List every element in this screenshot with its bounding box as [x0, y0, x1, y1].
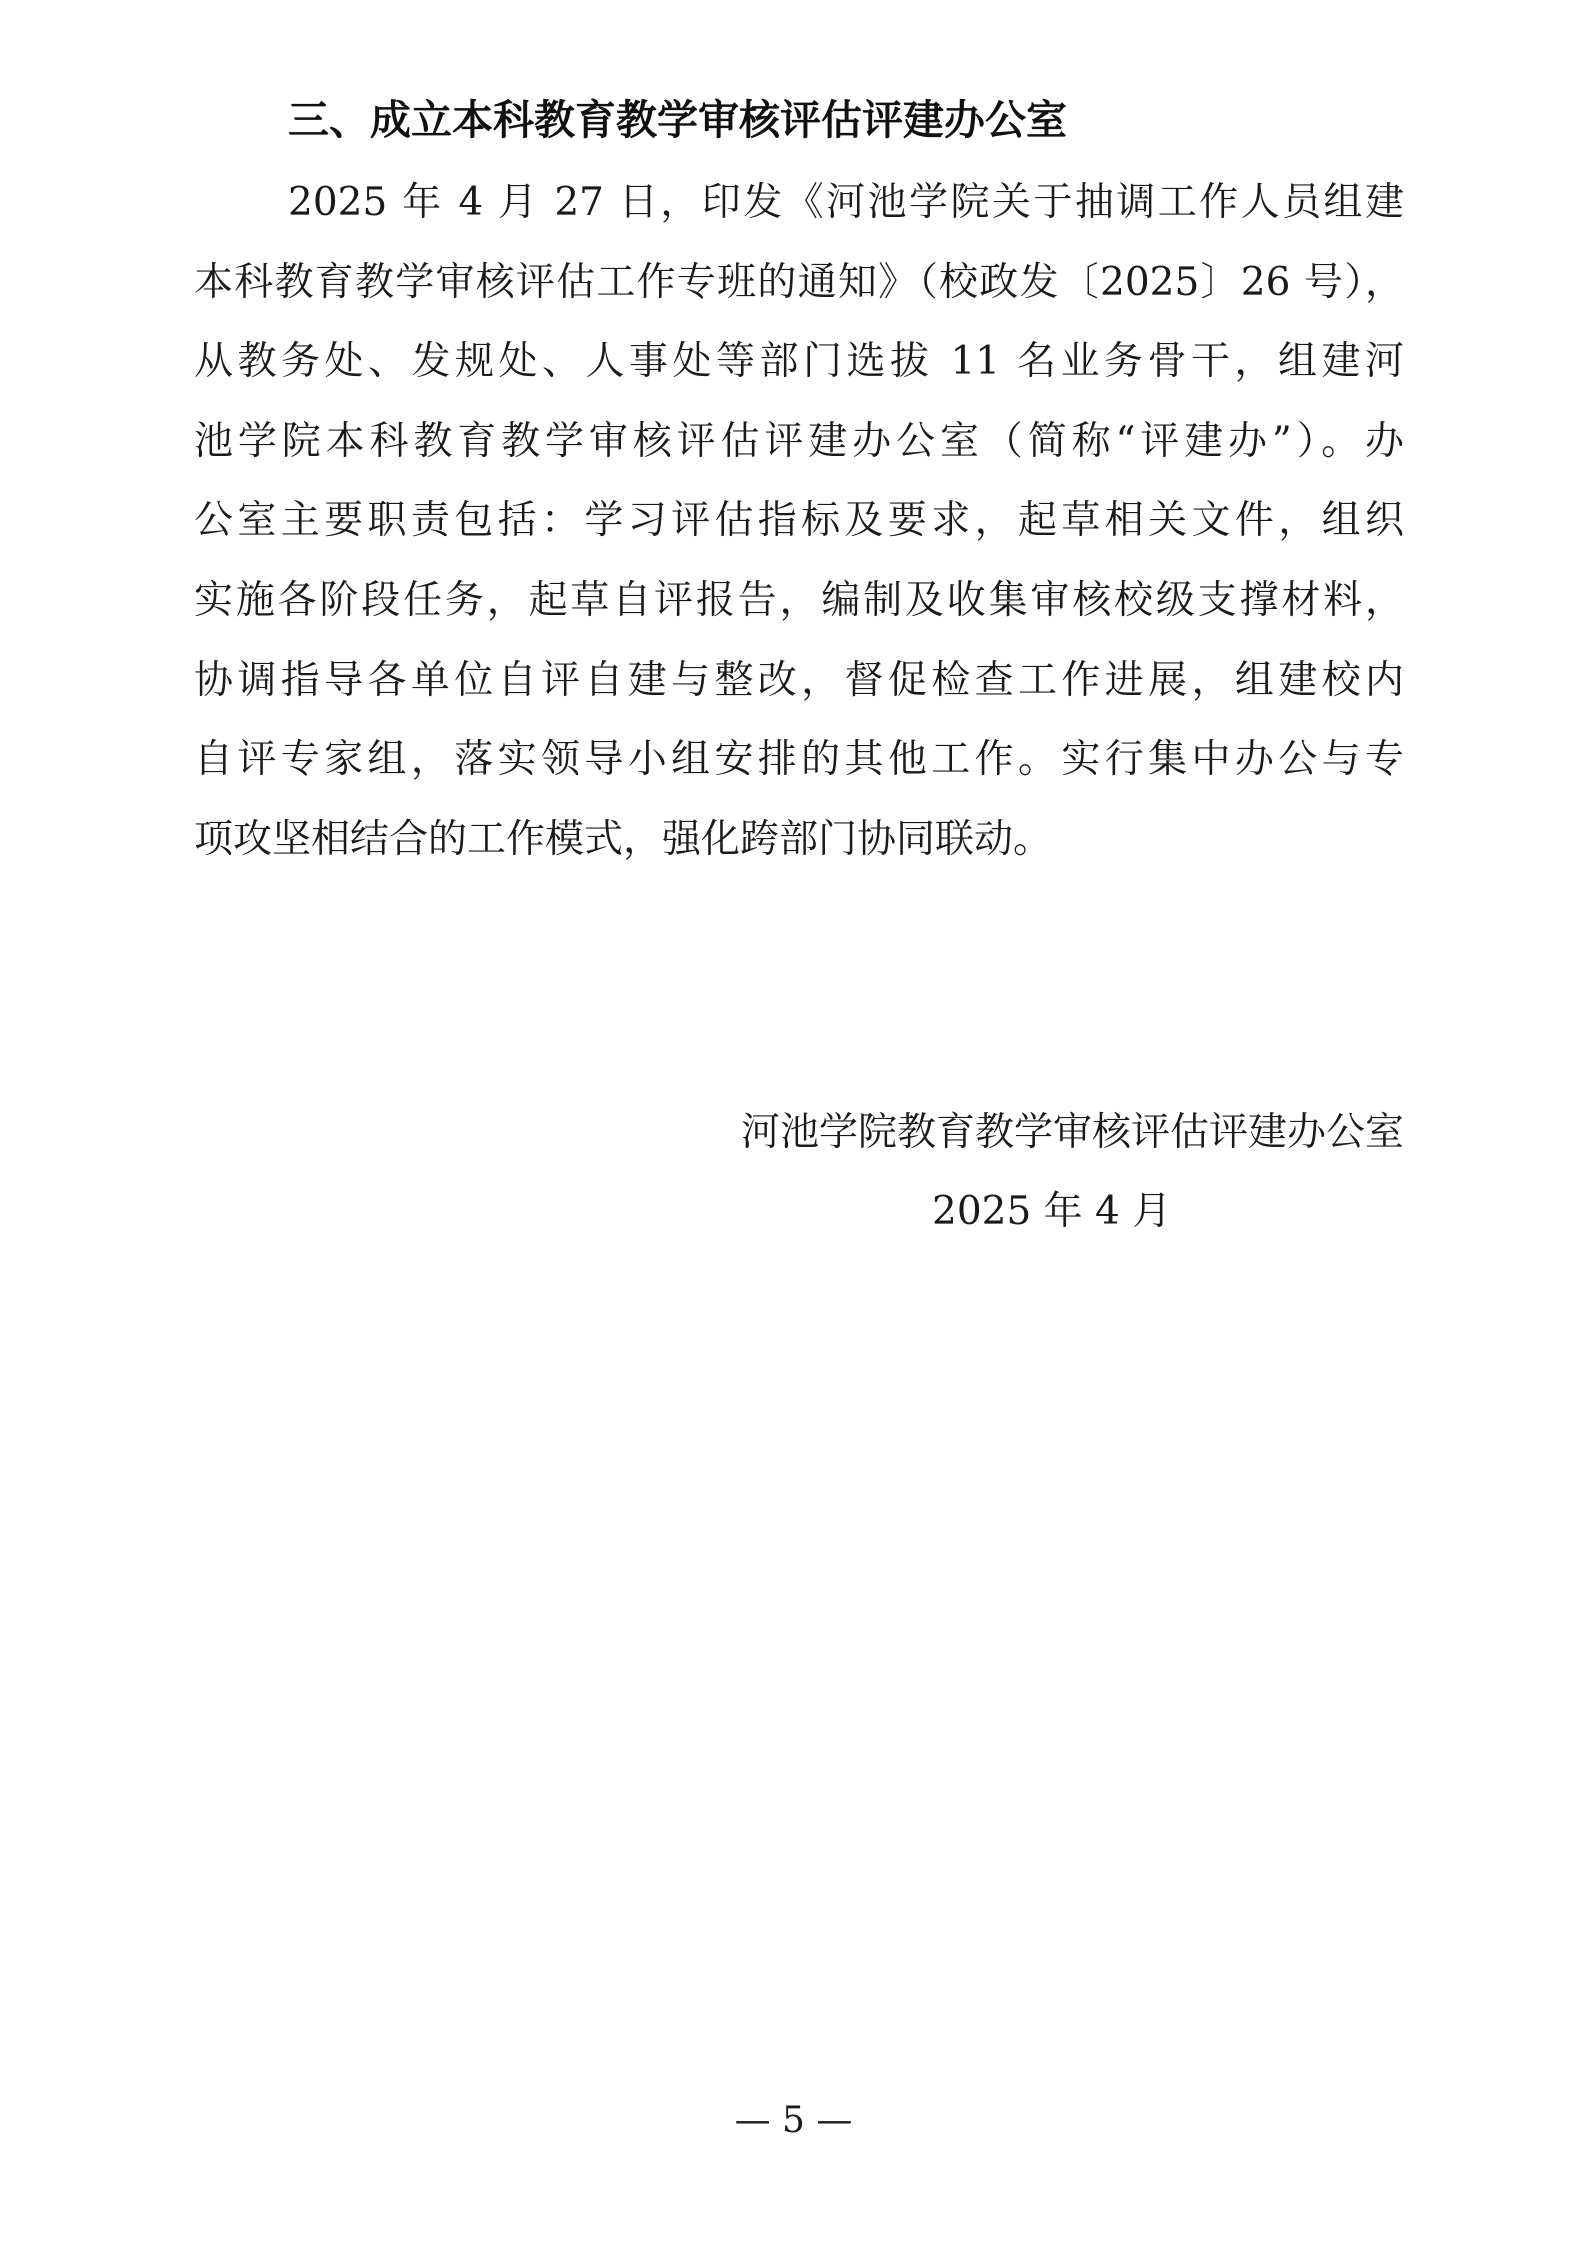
page-number: — 5 —: [734, 2100, 853, 2141]
paragraph-line: 池学院本科教育教学审核评估评建办公室（简称“评建办”）。办: [194, 418, 1404, 464]
paragraph-line: 本科教育教学审核评估工作专班的通知》（校政发〔2025〕26 号），: [194, 259, 1404, 305]
paragraph-line: 协调指导各单位自评自建与整改，督促检查工作进展，组建校内: [194, 657, 1404, 703]
paragraph-line: 项攻坚相结合的工作模式，强化跨部门协同联动。: [194, 816, 1053, 862]
paragraph-line: 2025 年 4 月 27 日，印发《河池学院关于抽调工作人员组建: [288, 180, 1404, 225]
paragraph-line: 自评专家组，落实领导小组安排的其他工作。实行集中办公与专: [194, 737, 1404, 783]
paragraph-line: 公室主要职责包括：学习评估指标及要求，起草相关文件，组织: [194, 498, 1404, 544]
section-heading: 三、成立本科教育教学审核评估评建办公室: [288, 96, 1067, 144]
signature-organization: 河池学院教育教学审核评估评建办公室: [740, 1110, 1404, 1155]
signature-date: 2025 年 4 月: [932, 1189, 1172, 1234]
paragraph-line: 实施各阶段任务，起草自评报告，编制及收集审核校级支撑材料，: [194, 577, 1404, 623]
paragraph-line: 从教务处、发规处、人事处等部门选拔 11 名业务骨干，组建河: [194, 339, 1404, 385]
body-paragraph: [194, 163, 1404, 879]
